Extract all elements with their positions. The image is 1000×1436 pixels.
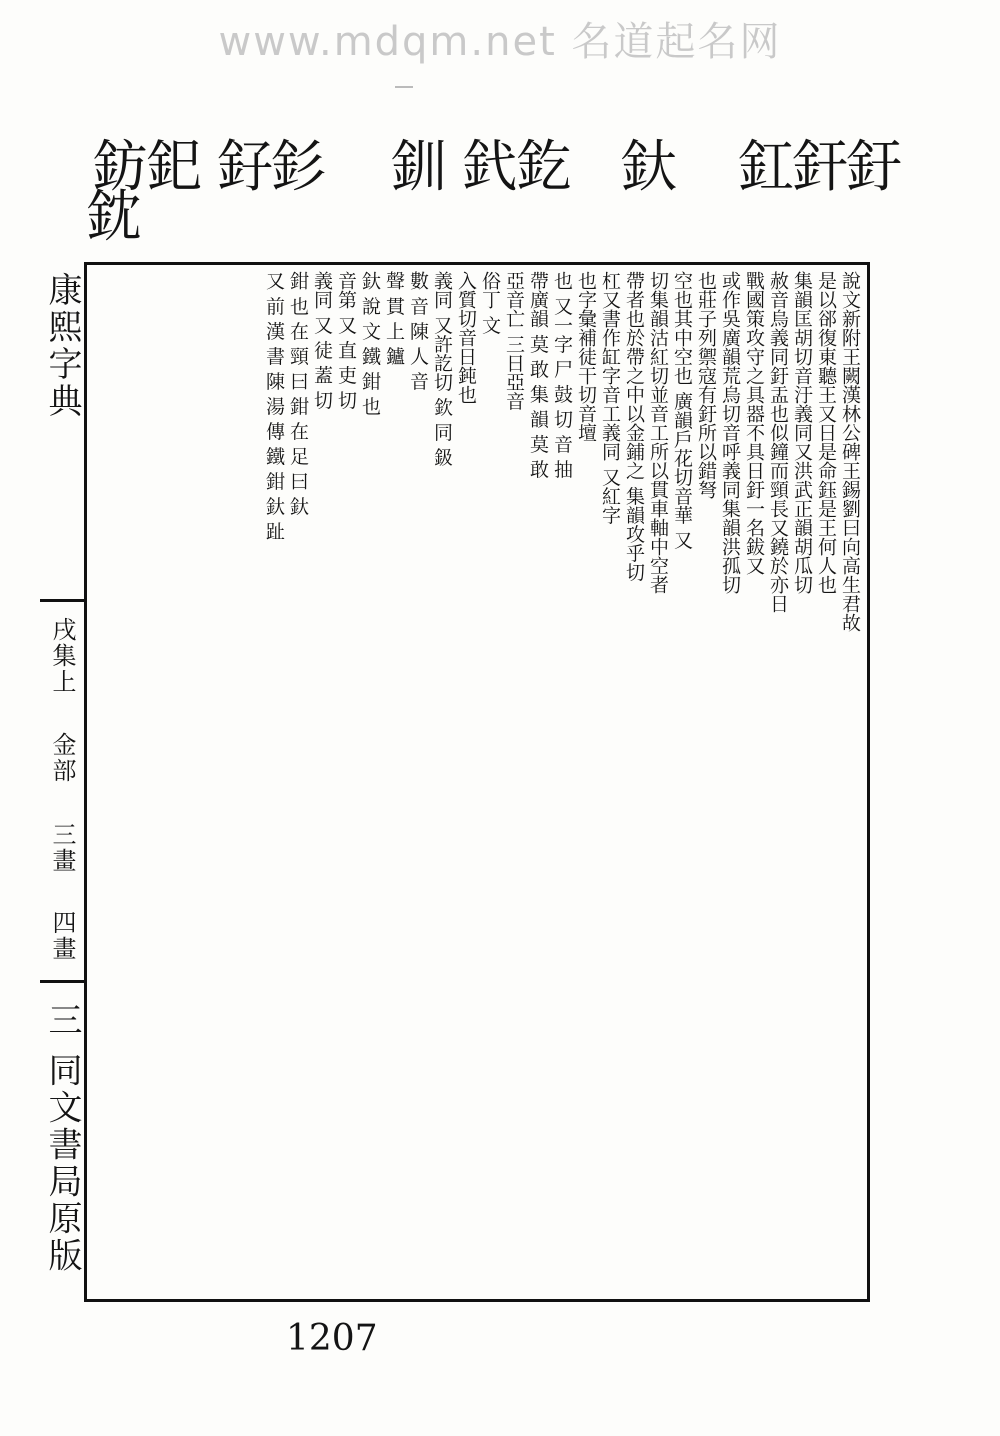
page-number: 1207 [286,1318,378,1359]
text-column: 義同 又許訖切 欽 同 鈒 [431,271,453,467]
text-column: 或作吳廣韻荒烏切音呼義同集韻洪孤切 [719,271,741,594]
text-column: 切集韻沽紅切並音工所以貫車軸中空者 [647,271,669,594]
text-column: 數 音 陳 人 音 [407,271,429,391]
text-column: 義同 又 徒 蓋 切 [311,271,333,410]
head-char-group: 釧 [391,135,445,200]
strokes-label-2: 四畫 [48,910,76,962]
header-characters [80,135,900,258]
text-column: 戰國策攻守之具器不具日釪一名鈸又 [743,271,765,575]
text-column: 也莊子列禦寇有釪所以錯弩 [695,271,717,499]
radical-label: 金部 [48,732,76,784]
text-column: 聲 貫 上 鑪 [383,271,405,366]
text-column: 帶廣韻 莫 敢 集 韻 莫 敢 [527,271,549,479]
margin-rule [40,599,84,602]
text-column: 亞音亡 三日亞音 [503,271,525,411]
head-char-group: 鈁釲 [92,135,200,200]
text-column: 也 又一字 尸 鼓 切 音 抽 [551,271,573,479]
text-column: 帶者也於帶之中以金鋪之 集韻攻乎切 [623,271,645,582]
dictionary-text-frame [84,262,870,1302]
text-column: 是以郤復東聽王又日是命鈺是王何人也 [815,271,837,594]
text-column: 集韻匡胡切音汙義同又洪武正韻胡瓜切 [791,271,813,594]
text-column: 入質切音日鈍也 [455,271,477,404]
book-title: 康熙字典 [42,272,82,420]
divider [395,86,413,88]
text-column: 又 前 漢 書 陳 湯 傳 鐵 鉗 釱 趾 [263,271,285,541]
text-column: 鉗 也 在 頸 曰 鉗 在 足 曰 釱 [287,271,309,516]
head-char-group: 鈂 [86,185,140,250]
strokes-label: 三畫 [48,822,76,874]
text-column: 空也其中空也 廣韻戶花切音華 又 [671,271,693,550]
head-char-group: 釱 [621,135,675,200]
site-watermark: www.mdqm.net 名道起名网 [218,19,782,65]
publisher-label: 三 同文書局原版 [42,1002,82,1275]
head-char-group: 釴釳 [462,135,570,200]
text-column: 說文新附王闕漢林公碑王錫劉曰向高生君故 [839,271,861,632]
text-column: 釱 說 文 鐵 鉗 也 [359,271,381,416]
text-column: 俗丁 文 [479,271,501,335]
head-char-group: 釨釤 [217,135,325,200]
text-column: 也字彙補徒干切音壇 [575,271,597,442]
margin-rule [40,980,84,983]
text-column: 赦音烏義同釪盂也似鐘而頸長又鐃於亦日 [767,271,789,613]
text-column: 音第 又 直 吏 切 [335,271,357,410]
side-margin [40,262,87,1302]
text-column: 杠又書作缸字音工義同 又紅字 [599,271,621,525]
head-char-group: 釭釬釪 [738,135,900,200]
section-label: 戌集上 [48,617,76,695]
text-columns [262,271,861,1293]
